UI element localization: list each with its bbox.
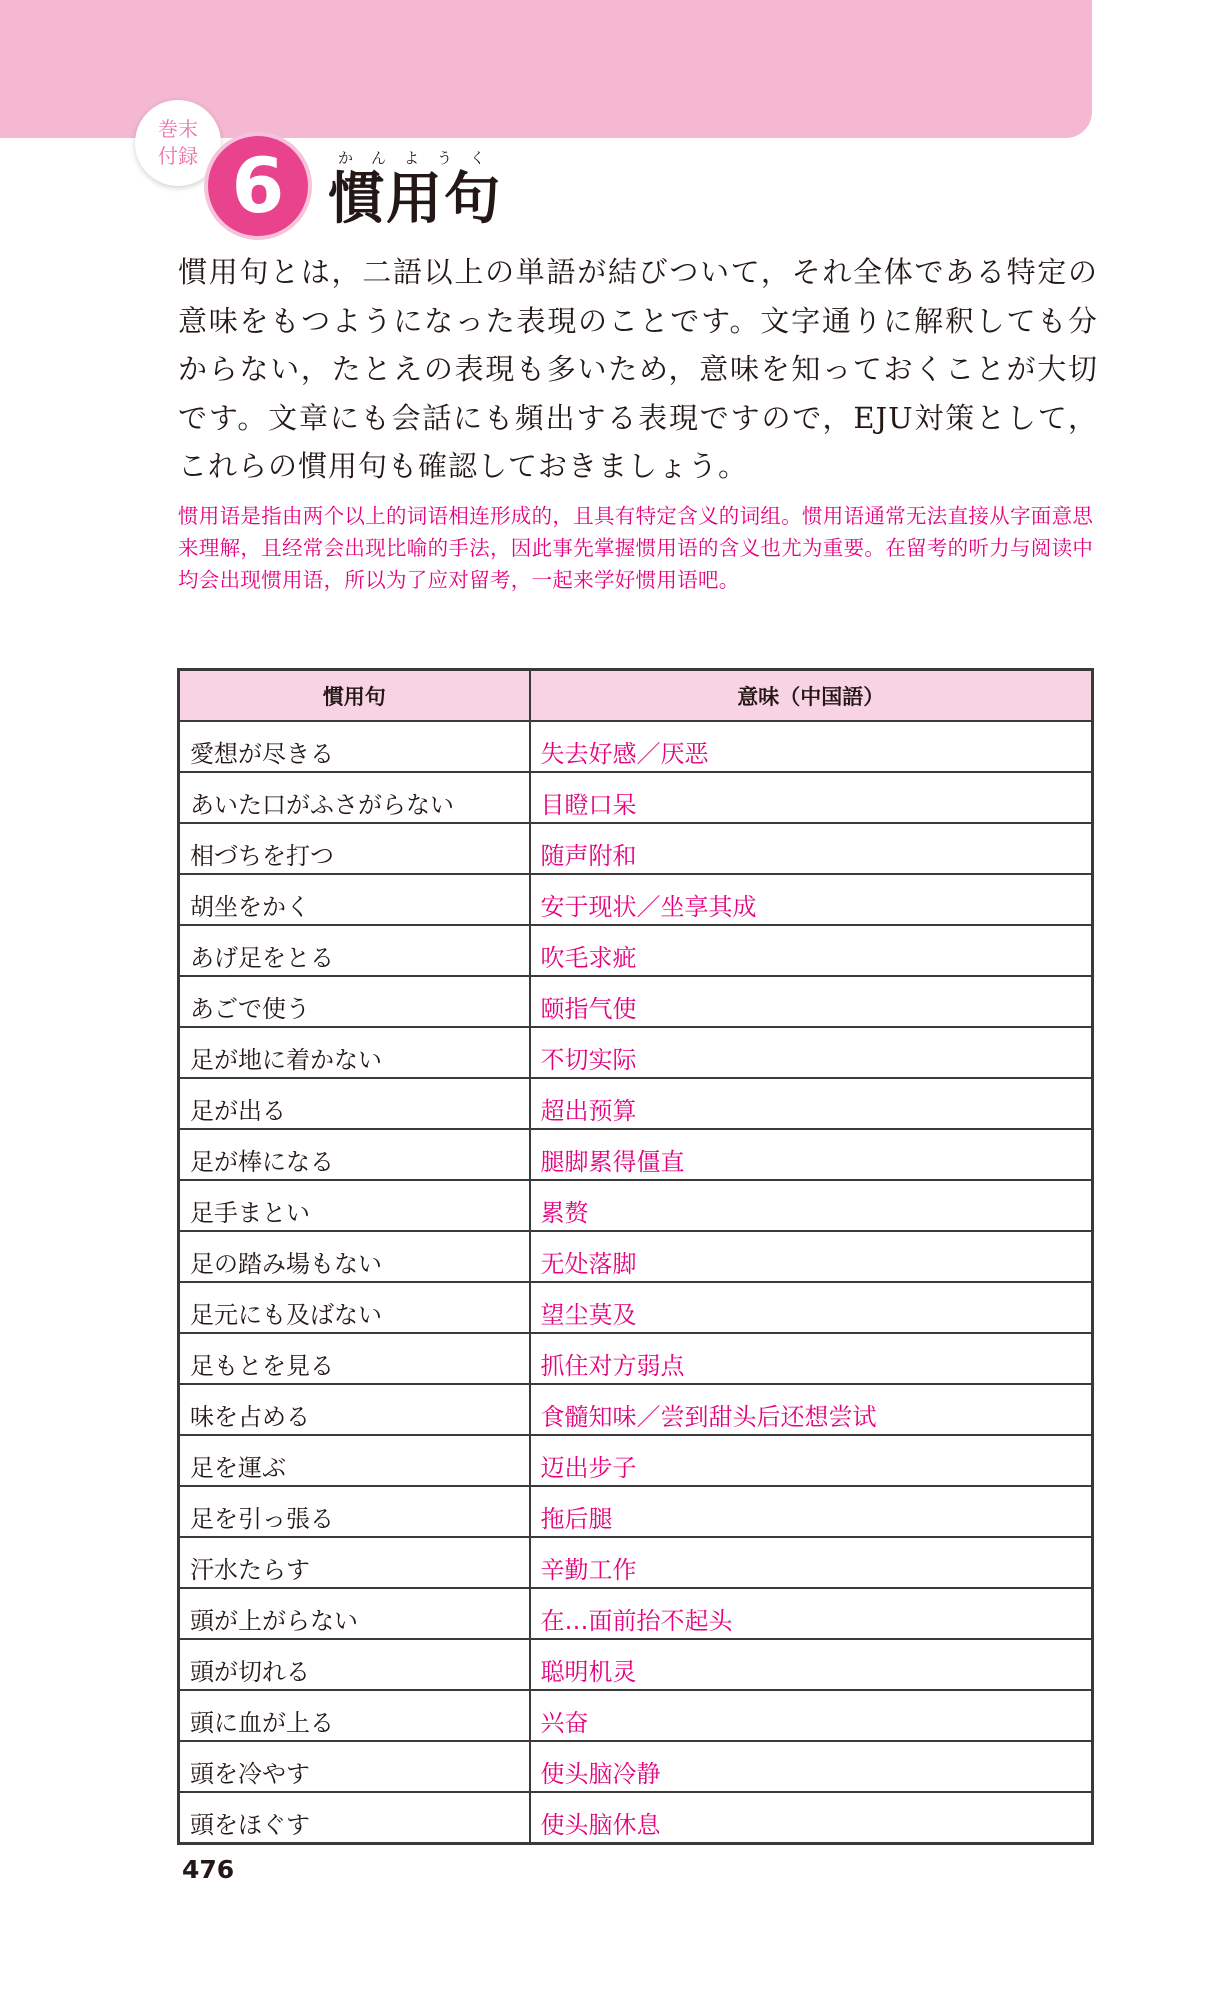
meaning-cell: 颐指气使	[530, 976, 1093, 1027]
table-row	[179, 721, 1093, 772]
page-title: 慣用句	[328, 167, 502, 232]
table-row	[179, 925, 1093, 976]
idiom-cell: 足の踏み場もない	[179, 1231, 530, 1282]
appendix-label-line2: 付録	[158, 144, 198, 168]
meaning-cell: 在…面前抬不起头	[530, 1588, 1093, 1639]
meaning-cell: 使头脑休息	[530, 1792, 1093, 1844]
table-row	[179, 1333, 1093, 1384]
idiom-cell: 足を引っ張る	[179, 1486, 530, 1537]
idiom-cell: 頭が切れる	[179, 1639, 530, 1690]
idiom-cell: 味を占める	[179, 1384, 530, 1435]
meaning-cell: 食髓知味／尝到甜头后还想尝试	[530, 1384, 1093, 1435]
idiom-cell: 足もとを見る	[179, 1333, 530, 1384]
meaning-cell: 安于现状／坐享其成	[530, 874, 1093, 925]
table-row	[179, 1588, 1093, 1639]
idiom-cell: 相づちを打つ	[179, 823, 530, 874]
table-row	[179, 1792, 1093, 1844]
meaning-cell: 失去好感／厌恶	[530, 721, 1093, 772]
section-number-badge: 6	[208, 136, 308, 236]
meaning-cell: 无处落脚	[530, 1231, 1093, 1282]
table-row	[179, 1537, 1093, 1588]
idiom-cell: 足が出る	[179, 1078, 530, 1129]
table-row	[179, 772, 1093, 823]
table-row	[179, 1384, 1093, 1435]
table-row	[179, 823, 1093, 874]
meaning-cell: 超出预算	[530, 1078, 1093, 1129]
table-row	[179, 874, 1093, 925]
idiom-cell: 足元にも及ばない	[179, 1282, 530, 1333]
meaning-cell: 使头脑冷静	[530, 1741, 1093, 1792]
column-header-meaning: 意味（中国語）	[530, 670, 1093, 722]
meaning-cell: 拖后腿	[530, 1486, 1093, 1537]
intro-paragraph: 慣用句とは，二語以上の単語が結びついて，それ全体である特定の意味をもつようになった表現のことです。文字通りに解釈しても分からない，たとえの表現も多いため，意味を知っておくことが大切です。文章にも会話にも頻出する表現ですので，EJU対策として，これらの慣用句も確認しておきましょう。	[178, 255, 1098, 483]
idiom-cell: 頭に血が上る	[179, 1690, 530, 1741]
idiom-cell: 頭をほぐす	[179, 1792, 530, 1844]
idiom-cell: あげ足をとる	[179, 925, 530, 976]
table-row	[179, 1639, 1093, 1690]
meaning-cell: 随声附和	[530, 823, 1093, 874]
table-row	[179, 1078, 1093, 1129]
idiom-cell: 頭が上がらない	[179, 1588, 530, 1639]
page-number: 476	[182, 1855, 235, 1884]
table-row	[179, 976, 1093, 1027]
idiom-cell: 愛想が尽きる	[179, 721, 530, 772]
idiom-cell: 足が地に着かない	[179, 1027, 530, 1078]
idiom-cell: あごで使う	[179, 976, 530, 1027]
idiom-cell: 足手まとい	[179, 1180, 530, 1231]
table-row	[179, 1282, 1093, 1333]
meaning-cell: 腿脚累得僵直	[530, 1129, 1093, 1180]
table-row	[179, 1129, 1093, 1180]
table-row	[179, 1180, 1093, 1231]
table-row	[179, 1435, 1093, 1486]
appendix-label-line1: 巻末	[158, 117, 198, 141]
idiom-cell: 汗水たらす	[179, 1537, 530, 1588]
meaning-cell: 目瞪口呆	[530, 772, 1093, 823]
title-block	[328, 147, 503, 233]
meaning-cell: 抓住对方弱点	[530, 1333, 1093, 1384]
chinese-translation: 惯用语是指由两个以上的词语相连形成的，且具有特定含义的词组。惯用语通常无法直接从字面意思来理解，且经常会出现比喻的手法，因此事先掌握惯用语的含义也尤为重要。在留考的听力与阅读中均会出现惯用语，所以为了应对留考，一起来学好惯用语吧。	[178, 504, 1094, 592]
idiom-cell: 足を運ぶ	[179, 1435, 530, 1486]
meaning-cell: 不切实际	[530, 1027, 1093, 1078]
table-row	[179, 1231, 1093, 1282]
meaning-cell: 辛勤工作	[530, 1537, 1093, 1588]
column-header-idiom: 慣用句	[179, 670, 530, 722]
idiom-cell: 頭を冷やす	[179, 1741, 530, 1792]
title-reading: かんようく	[338, 149, 504, 167]
table-row	[179, 1741, 1093, 1792]
table-row	[179, 1027, 1093, 1078]
meaning-cell: 吹毛求疵	[530, 925, 1093, 976]
idiom-table	[177, 668, 1094, 1845]
meaning-cell: 累赘	[530, 1180, 1093, 1231]
idiom-cell: 胡坐をかく	[179, 874, 530, 925]
meaning-cell: 兴奋	[530, 1690, 1093, 1741]
table-row	[179, 1690, 1093, 1741]
meaning-cell: 聪明机灵	[530, 1639, 1093, 1690]
meaning-cell: 望尘莫及	[530, 1282, 1093, 1333]
idiom-table-body	[179, 721, 1093, 1844]
idiom-cell: あいた口がふさがらない	[179, 772, 530, 823]
idiom-cell: 足が棒になる	[179, 1129, 530, 1180]
table-header-row	[179, 670, 1093, 722]
appendix-badge	[135, 100, 221, 186]
meaning-cell: 迈出步子	[530, 1435, 1093, 1486]
table-row	[179, 1486, 1093, 1537]
